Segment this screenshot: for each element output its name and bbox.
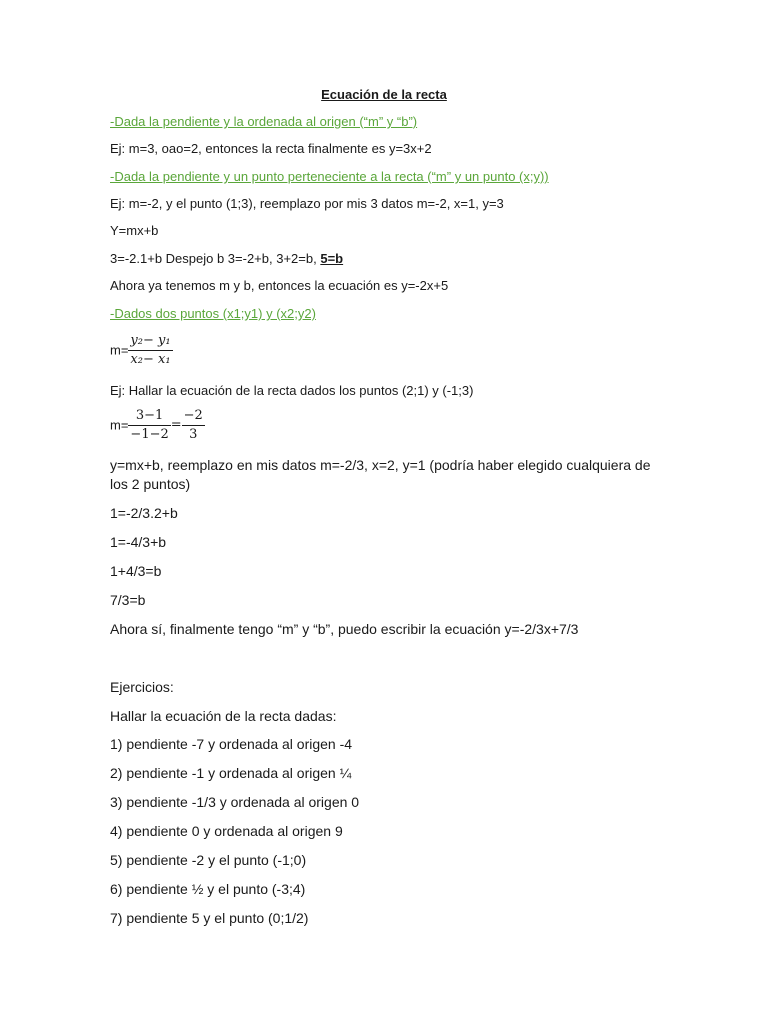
step-b: Ahora ya tenemos m y b, entonces la ecuación es y=-2x+5 [110, 278, 449, 293]
slope-label: m= [110, 342, 129, 358]
slope-formula [110, 332, 173, 369]
paragraph-substitution: y=mx+b, reemplazo en mis datos m=-2/3, x=2, y=1 (podría haber elegido cualquiera de los 2 puntos) [110, 457, 651, 492]
exercises-heading: Ejercicios: [110, 679, 174, 695]
page-title: Ecuación de la recta [321, 87, 447, 102]
solve-step-4: 7/3=b [110, 592, 146, 608]
exercises-intro: Hallar la ecuación de la recta dadas: [110, 708, 337, 724]
solve-step-3: 1+4/3=b [110, 563, 162, 579]
slope-denominator: x₂− x₁ [130, 352, 171, 367]
calc-fraction-1 [128, 407, 170, 444]
exercise-item: 3) pendiente -1/3 y ordenada al origen 0 [110, 794, 360, 810]
slope-numerator: y₂− y₁ [128, 332, 172, 351]
exercise-item: 6) pendiente ½ y el punto (-3;4) [110, 881, 306, 897]
calc-label: m= [110, 417, 129, 433]
example-3: Ej: Hallar la ecuación de la recta dados los puntos (2;1) y (-1;3) [110, 383, 474, 398]
formula-line: Y=mx+b [110, 223, 159, 238]
solve-step-2: 1=-4/3+b [110, 534, 167, 550]
slope-calculation [110, 407, 205, 444]
calc-denominator-2: 3 [189, 427, 198, 442]
heading-slope-point: -Dada la pendiente y un punto perteneciente a la recta (“m” y un punto (x;y)) [110, 169, 549, 184]
exercise-item: 5) pendiente -2 y el punto (-1;0) [110, 852, 307, 868]
exercise-item: 1) pendiente -7 y ordenada al origen -4 [110, 736, 353, 752]
solve-step-1: 1=-2/3.2+b [110, 505, 178, 521]
exercise-item: 4) pendiente 0 y ordenada al origen 9 [110, 823, 343, 839]
example-1: Ej: m=3, oao=2, entonces la recta finalmente es y=3x+2 [110, 141, 432, 156]
final-equation: Ahora sí, finalmente tengo “m” y “b”, puedo escribir la ecuación y=-2/3x+7/3 [110, 621, 579, 637]
calc-numerator-1: 3−1 [128, 407, 170, 426]
step-a [110, 251, 343, 267]
heading-slope-intercept: -Dada la pendiente y la ordenada al origen (“m” y “b”) [110, 114, 418, 129]
example-2: Ej: m=-2, y el punto (1;3), reemplazo por mis 3 datos m=-2, x=1, y=3 [110, 196, 504, 211]
slope-fraction [128, 332, 172, 369]
calc-denominator-1: −1−2 [130, 427, 169, 442]
exercise-item: 7) pendiente 5 y el punto (0;1/2) [110, 910, 309, 926]
step-a-result: 5=b [320, 251, 344, 266]
calc-numerator-2: −2 [182, 407, 205, 426]
heading-two-points: -Dados dos puntos (x1;y1) y (x2;y2) [110, 306, 316, 321]
calc-fraction-2 [182, 407, 205, 444]
exercise-item: 2) pendiente -1 y ordenada al origen ¼ [110, 765, 352, 781]
calc-equals: = [170, 417, 182, 433]
step-a-text: 3=-2.1+b Despejo b 3=-2+b, 3+2=b, [110, 251, 321, 266]
